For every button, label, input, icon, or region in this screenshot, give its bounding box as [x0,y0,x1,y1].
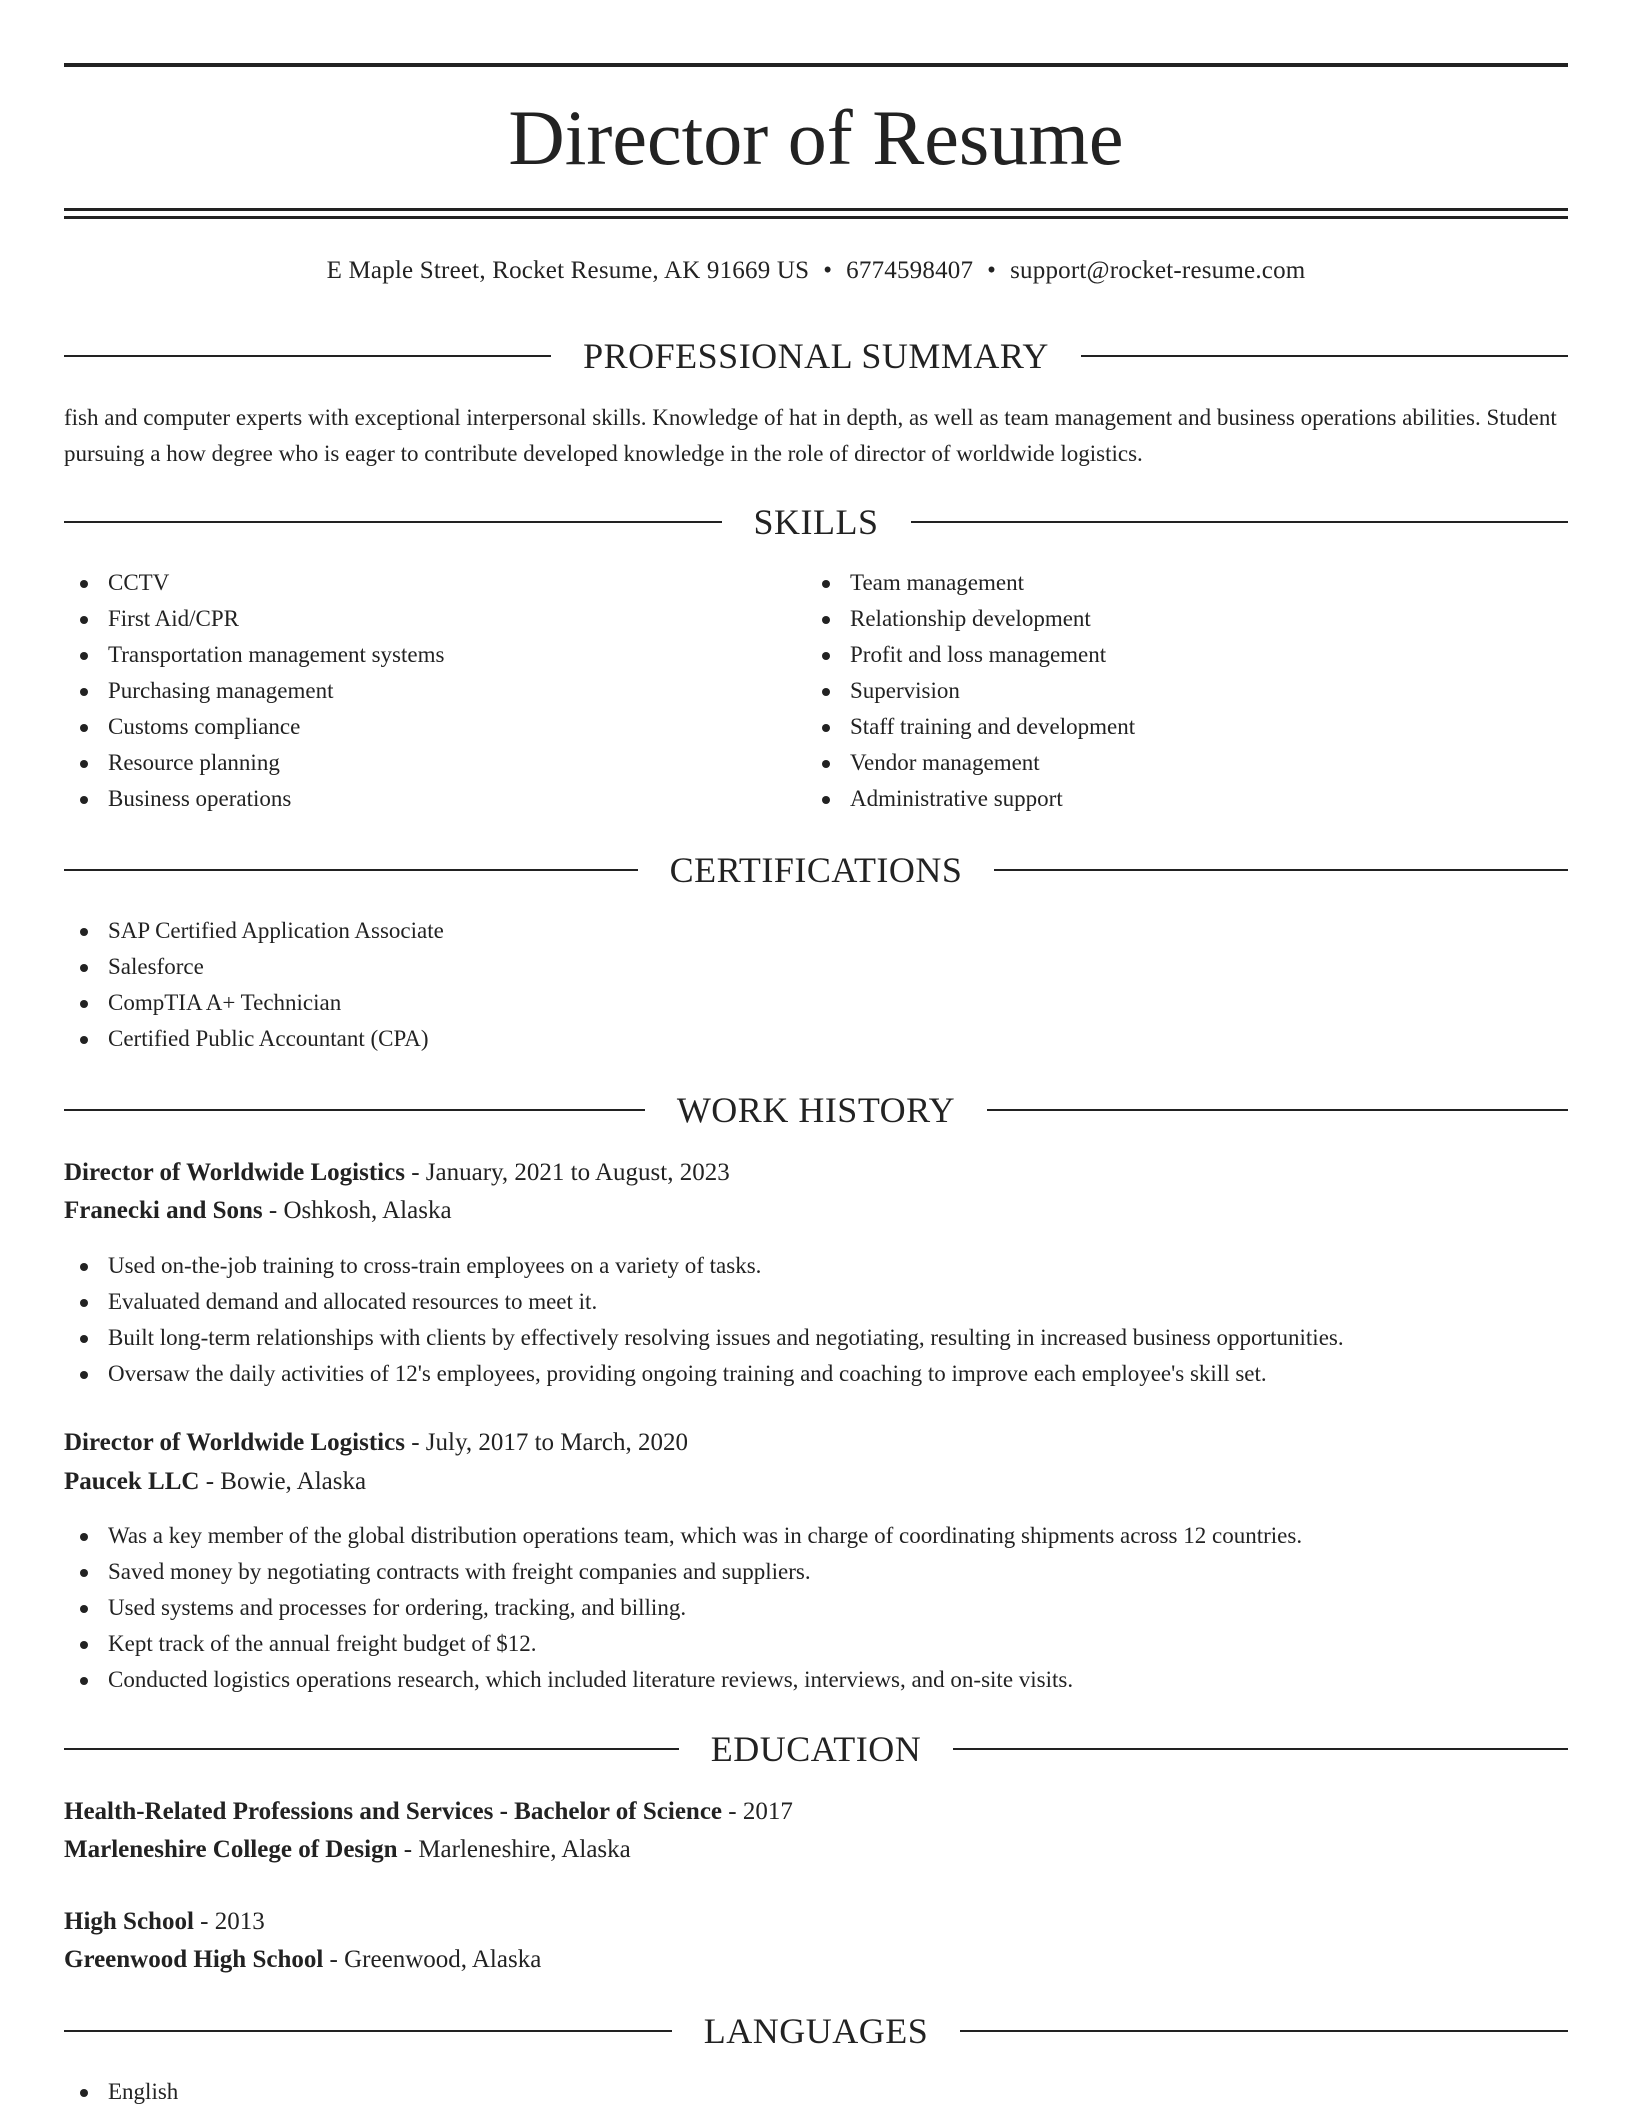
job-bullet: Built long-term relationships with clients by effectively resolving issues and negotiating, resulting in increased business opportunities. [64,1320,1344,1356]
education-school: Greenwood High School [64,1946,324,1973]
section-rule [1081,355,1568,357]
section-rule [953,1748,1568,1750]
job-bullets [64,1518,1302,1698]
job-company-line: Franecki and Sons - Oshkosh, Alaska [64,1197,452,1224]
job-title-line: Director of Worldwide Logistics - January, 2021 to August, 2023 [64,1159,730,1186]
skill-item: Profit and loss management [806,637,1135,673]
education-degree-line: Health-Related Professions and Services - Bachelor of Science - 2017 [64,1798,793,1825]
job-title: Director of Worldwide Logistics [64,1429,405,1456]
section-rule [64,1748,679,1750]
section-header-skills [64,500,1568,544]
job-company-line: Paucek LLC - Bowie, Alaska [64,1468,367,1495]
skills-list-left [64,565,444,817]
top-rule [64,63,1568,67]
section-header-education [64,1727,1568,1771]
job-company: Paucek LLC [64,1468,200,1495]
contact-separator: • [987,257,997,284]
contact-separator: • [823,257,833,284]
skill-item: Staff training and development [806,709,1135,745]
section-header-languages [64,2009,1568,2053]
job-location: Bowie, Alaska [220,1468,367,1495]
skill-item: Transportation management systems [64,637,444,673]
resume-title: Director of Resume [508,94,1124,181]
education-degree: Health-Related Professions and Services - Bachelor of Science [64,1798,723,1825]
skill-item: CCTV [64,565,444,601]
education-location: Greenwood, Alaska [344,1946,542,1973]
job-bullet: Oversaw the daily activities of 12's employees, providing ongoing training and coaching to improve each employee's skill set. [64,1356,1344,1392]
section-rule [987,1109,1568,1111]
section-rule [911,521,1569,523]
skill-item: Purchasing management [64,673,444,709]
job-location: Oshkosh, Alaska [283,1197,452,1224]
job-dates: January, 2021 to August, 2023 [425,1159,730,1186]
title-rule-upper [64,208,1568,211]
languages-list [64,2074,178,2110]
title-rule-lower [64,216,1568,219]
certification-item: SAP Certified Application Associate [64,913,444,949]
section-title: WORK HISTORY [676,1090,956,1130]
certification-item: CompTIA A+ Technician [64,985,444,1021]
skill-item: Vendor management [806,745,1135,781]
certifications-list [64,913,444,1057]
job-bullet: Evaluated demand and allocated resources to meet it. [64,1284,1344,1320]
education-year: 2017 [742,1798,793,1825]
education-location: Marleneshire, Alaska [418,1836,631,1863]
job-bullet: Kept track of the annual freight budget of $12. [64,1626,1302,1662]
certification-item: Certified Public Accountant (CPA) [64,1021,444,1057]
job-title: Director of Worldwide Logistics [64,1159,405,1186]
section-rule [994,869,1568,871]
section-title: EDUCATION [710,1729,922,1769]
skill-item: Administrative support [806,781,1135,817]
job-bullet: Conducted logistics operations research, which included literature reviews, interviews, and on-site visits. [64,1662,1302,1698]
language-item: English [64,2074,178,2110]
section-header-work-history [64,1088,1568,1132]
section-title: PROFESSIONAL SUMMARY [583,336,1049,376]
certification-item: Salesforce [64,949,444,985]
section-rule [64,521,722,523]
summary-text: fish and computer experts with exceptional interpersonal skills. Knowledge of hat in depth, as well as team management and business operations abilities. Student pursuing a how degree who is eager to contribute developed knowledge in the role of director of worldwide logistics. [64,405,1557,466]
contact-email: support@rocket-resume.com [1010,257,1306,284]
education-school-line: Marleneshire College of Design - Marleneshire, Alaska [64,1836,631,1863]
job-bullets [64,1248,1344,1392]
section-header-certifications [64,848,1568,892]
contact-phone: 6774598407 [846,257,974,284]
section-rule [960,2030,1568,2032]
job-company: Franecki and Sons [64,1197,263,1224]
skill-item: Business operations [64,781,444,817]
job-bullet: Saved money by negotiating contracts with freight companies and suppliers. [64,1554,1302,1590]
job-title-line: Director of Worldwide Logistics - July, 2017 to March, 2020 [64,1429,689,1456]
skill-item: Team management [806,565,1135,601]
education-year: 2013 [214,1908,265,1935]
job-bullet: Was a key member of the global distribution operations team, which was in charge of coordinating shipments across 12 countries. [64,1518,1302,1554]
contact-address: E Maple Street, Rocket Resume, AK 91669 US [326,257,810,284]
education-school-line: Greenwood High School - Greenwood, Alaska [64,1946,542,1973]
section-rule [64,2030,672,2032]
skill-item: First Aid/CPR [64,601,444,637]
contact-line [64,254,1568,288]
job-bullet: Used systems and processes for ordering, tracking, and billing. [64,1590,1302,1626]
skill-item: Customs compliance [64,709,444,745]
job-bullet: Used on-the-job training to cross-train employees on a variety of tasks. [64,1248,1344,1284]
section-title: LANGUAGES [703,2011,929,2051]
education-degree: High School [64,1908,194,1935]
section-title: SKILLS [753,502,879,542]
skill-item: Supervision [806,673,1135,709]
section-title: CERTIFICATIONS [669,850,963,890]
section-rule [64,869,638,871]
skill-item: Relationship development [806,601,1135,637]
education-school: Marleneshire College of Design [64,1836,398,1863]
section-rule [64,355,551,357]
section-header-summary [64,334,1568,378]
section-rule [64,1109,645,1111]
education-degree-line: High School - 2013 [64,1908,265,1935]
skills-list-right [806,565,1135,817]
job-dates: July, 2017 to March, 2020 [425,1429,689,1456]
skill-item: Resource planning [64,745,444,781]
